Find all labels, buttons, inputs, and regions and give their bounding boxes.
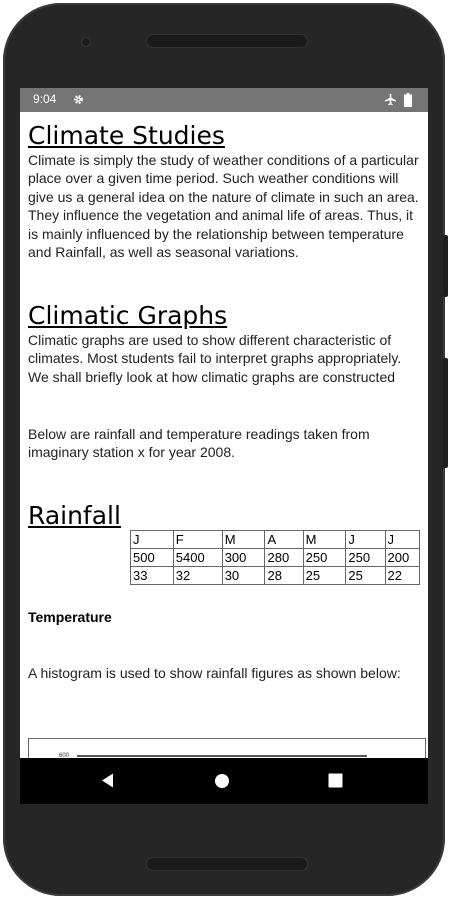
table-cell: J — [385, 531, 420, 549]
table-cell: 33 — [131, 567, 174, 585]
gear-icon — [73, 94, 84, 105]
table-cell: 500 — [131, 549, 174, 567]
table-cell: 250 — [303, 549, 346, 567]
table-cell: 32 — [173, 567, 222, 585]
climate-studies-paragraph: Climate is simply the study of weather conditions of a particular place over a given time period. Such weather conditions will give us a general idea on the nature of climate in such an area. They influence the vegetation and animal life of areas. Thus, it is mainly influenced by the relationship between temperature and Rainfall, as well as seasonal variations. — [28, 152, 419, 261]
earpiece-speaker — [146, 34, 308, 48]
table-row-temperature — [131, 567, 420, 585]
table-cell: 25 — [346, 567, 385, 585]
table-cell: F — [173, 531, 222, 549]
airplane-mode-icon — [384, 93, 397, 106]
screen — [20, 88, 428, 804]
table-row-months — [131, 531, 420, 549]
table-cell: 22 — [385, 567, 420, 585]
table-cell: 250 — [346, 549, 385, 567]
histogram-tick-label: 600 — [59, 753, 70, 758]
histogram-intro-paragraph: A histogram is used to show rainfall figures as shown below: — [28, 665, 401, 681]
volume-button[interactable] — [443, 358, 448, 468]
table-cell: 300 — [222, 549, 265, 567]
table-cell: M — [303, 531, 346, 549]
rainfall-histogram — [28, 738, 426, 758]
home-icon[interactable] — [214, 773, 230, 789]
table-cell: 30 — [222, 567, 265, 585]
table-cell: 28 — [265, 567, 303, 585]
table-cell: J — [346, 531, 385, 549]
recents-icon[interactable] — [328, 773, 343, 788]
table-cell: M — [222, 531, 265, 549]
navigation-bar — [20, 758, 428, 804]
climatic-graphs-paragraph: Climatic graphs are used to show different characteristic of climates. Most students fail to interpret graphs appropriately. We shall briefly look at how climatic graphs are constructed — [28, 332, 402, 385]
histogram-gridline — [77, 755, 367, 757]
article-content[interactable] — [20, 112, 428, 758]
heading-climate-studies: Climate Studies — [28, 121, 225, 150]
front-camera — [82, 38, 90, 46]
table-cell: 200 — [385, 549, 420, 567]
table-cell: 25 — [303, 567, 346, 585]
table-cell: J — [131, 531, 174, 549]
table-cell: 5400 — [173, 549, 222, 567]
heading-climatic-graphs: Climatic Graphs — [28, 301, 228, 330]
temperature-label: Temperature — [28, 609, 112, 625]
back-icon[interactable] — [99, 772, 116, 789]
bottom-speaker — [146, 857, 308, 871]
heading-rainfall: Rainfall — [28, 501, 121, 530]
status-bar — [20, 88, 428, 112]
battery-icon — [404, 93, 412, 107]
status-time: 9:04 — [33, 92, 57, 106]
table-cell: 280 — [265, 549, 303, 567]
table-row-rainfall — [131, 549, 420, 567]
power-button[interactable] — [443, 235, 448, 297]
readings-table — [130, 530, 420, 585]
table-cell: A — [265, 531, 303, 549]
readings-intro-paragraph: Below are rainfall and temperature readings taken from imaginary station x for year 2008. — [28, 426, 370, 461]
